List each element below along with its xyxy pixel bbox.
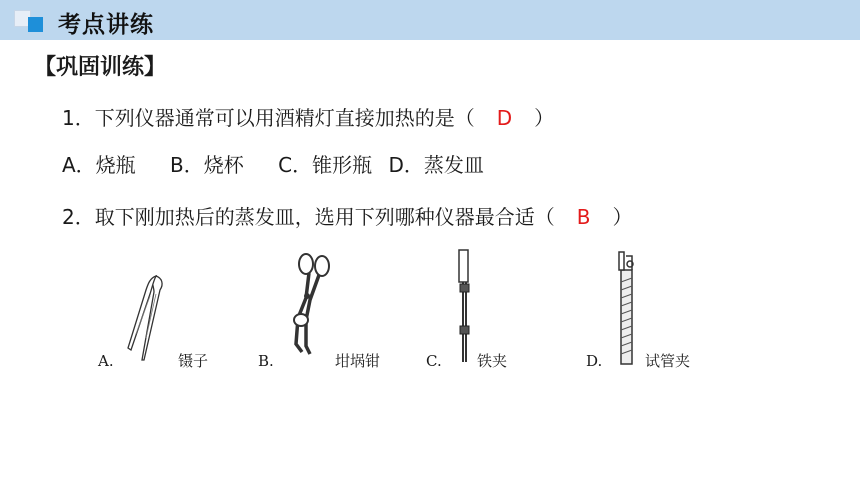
figure-a-letter: A.: [98, 352, 114, 370]
question-1-prefix: 1．下列仪器通常可以用酒精灯直接加热的是（: [62, 106, 475, 130]
figure-a-name: 镊子: [178, 352, 209, 370]
option-a: A．烧瓶: [62, 153, 136, 177]
header-title: 考点讲练: [58, 12, 154, 38]
question-1-options: [62, 149, 512, 178]
crucible-tongs-icon: [284, 248, 334, 366]
question-2-suffix: ）: [612, 205, 633, 229]
question-2-prefix: 2．取下刚加热后的蒸发皿，选用下列哪种仪器最合适（: [62, 205, 555, 229]
figure-c-name: 铁夹: [477, 352, 508, 370]
tweezers-icon: [120, 268, 170, 363]
figure-b-letter: B.: [258, 352, 274, 370]
iron-clamp-icon: [450, 248, 480, 366]
header-bar: [0, 0, 860, 40]
option-c: C．锥形瓶: [278, 153, 373, 177]
section-heading: 【巩固训练】: [34, 55, 167, 80]
question-2: [62, 201, 632, 230]
question-1-suffix: ）: [534, 106, 555, 130]
question-1: [62, 102, 554, 131]
decor-square-dark: [28, 17, 43, 32]
figure-d-letter: D.: [586, 352, 603, 370]
option-b: B．烧杯: [170, 153, 244, 177]
figure-b-name: 坩埚钳: [335, 352, 381, 370]
test-tube-holder-icon: [612, 248, 642, 366]
figure-d-name: 试管夹: [645, 352, 691, 370]
figure-c-letter: C.: [426, 352, 442, 370]
question-2-answer: B: [576, 205, 591, 229]
option-d: D．蒸发皿: [388, 153, 484, 177]
question-1-answer: D: [496, 106, 513, 130]
